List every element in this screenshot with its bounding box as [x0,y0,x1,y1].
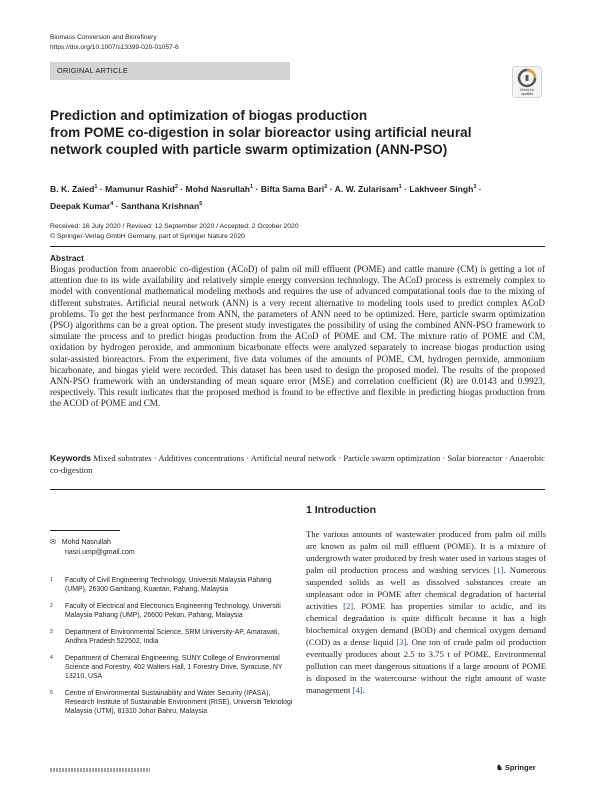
copyright-line: © Springer-Verlag GmbH Germany, part of Springer Nature 2020 [50,232,245,240]
title-line: network coupled with particle swarm optimization (ANN-PSO) [50,142,448,157]
article-type-label: ORIGINAL ARTICLE [57,66,128,75]
svg-text:updates: updates [520,92,534,96]
envelope-icon: ✉ [50,538,56,546]
author[interactable]: Lakhveer Singh$^3$ [409,183,477,194]
author[interactable]: Santhana Krishnan$^5$ [120,200,203,211]
author[interactable]: B. K. Zaied$^1$ [50,183,98,194]
corresponding-email[interactable]: nasri.ump@gmail.com [65,549,135,556]
affiliation: 1 Faculty of Civil Engineering Technology, Universiti Malaysia Pahang (UMP), 26300 Gambang, Kuantan, Pahang, Malaysia [50,577,272,594]
footer-noise [50,768,150,772]
journal-name: Biomass Conversion and Biorefinery [50,34,157,41]
corresponding-name: Mohd Nasrullah [61,539,111,546]
section-heading: 1 Introduction [306,504,376,516]
svg-text:Check for: Check for [519,88,535,92]
author[interactable]: Deepak Kumar$^4$ [50,200,114,211]
citation-link[interactable]: [1] [493,565,504,575]
author[interactable]: Bifta Sama Bari$^2$ [260,183,328,194]
citation-link[interactable]: [3] [396,637,407,647]
corresponding-author [50,537,135,558]
journal-header [50,33,179,52]
affiliation: 5 Centre of Environmental Sustainability and Water Security (IPASA), Research Institute of Sustainable Environment (RISE), Universiti Teknologi Malaysia (UTM), 81310 Johor Bahru, Malaysia [50,690,293,716]
keywords [50,453,545,476]
divider [50,489,545,490]
footnote-divider [50,530,120,531]
author[interactable]: Mohd Nasrullah$^1$ [185,183,254,194]
check-for-updates-badge[interactable] [512,66,542,98]
author[interactable]: Mamunur Rashid$^2$ [105,183,178,194]
keywords-text: Mixed substrates · Additives concentrations · Artificial neural network · Particle swarm optimization · Solar bioreactor · Anaerobic co-digestion [50,453,545,475]
publication-dates [50,222,299,241]
divider [50,246,545,247]
doi-link[interactable]: https://doi.org/10.1007/s13399-020-01057-6 [50,43,179,51]
author[interactable]: A. W. Zularisam$^1$ [334,183,402,194]
abstract-text: Biogas production from anaerobic co-digestion (ACoD) of palm oil mill effluent (POME) and cattle manure (CM) is getting a lot of attention due to its wide availability and relatively simple energy conversion technology. The ACoD process is extremely complex to model with conventional mathematical modeling methods and requires the use of advanced computational tools due to the mixing of different substrates. Artificial neural network (ANN) is a very recent alternative to modeling tools used to predict complex ACoD problems. To get the best performance from ANN, the parameters of ANN need to be optimized. Here, particle swarm optimization (PSO) algorithms can be a great option. The present study investigates the possibility of using the combined ANN-PSO framework to simulate the process and to predict biogas production from the ACoD of POME and CM. The mixture ratio of POME and CM, oxidation by hydrogen peroxide, and ammonium bicarbonate effects were analyzed separately to increase biogas production using solar-assisted bioreactors. From the experiment, five data volumes of the amounts of POME, CM, hydrogen peroxide, ammonium bicarbonate, and biogas yield were recorded. This dataset has been used to design the proposed model. The results of the proposed ANN-PSO framework with an understanding of mean square error (MSE) and correlation coefficient (R) are 0.0143 and 0.9923, respectively. This result indicates that the proposed method is found to be effective and flexible in predicting biogas production from the ACOD of POME and CM. [50,264,545,409]
springer-horse-icon: ♞ [496,763,503,772]
title-line: from POME co-digestion in solar bioreactor using artificial neural [50,125,472,140]
keywords-label: Keywords [50,453,92,463]
article-title [50,107,490,158]
citation-link[interactable]: [2] [343,601,354,611]
title-line: Prediction and optimization of biogas production [50,108,368,123]
dates-line: Received: 16 July 2020 / Revised: 12 September 2020 / Accepted: 2 October 2020 [50,223,299,230]
publisher-name: Springer [504,763,536,772]
publisher-logo [496,763,536,772]
citation-link[interactable]: [4] [352,685,363,695]
author-list: B. K. Zaied$^1$ · Mamunur Rashid$^2$ · Mohd Nasrullah$^1$ · Bifta Sama Bari$^2$ · A. W. Zularisam$^1$ · Lakhveer Singh$^3$ · Deepak Kumar$^4$ · Santhana Krishnan$^5$ [50,183,482,211]
affiliation: 3 Department of Environmental Science, SRM University-AP, Amaravati, Andhra Pradesh 522502, India [50,629,280,646]
check-for-updates-icon [512,66,542,98]
affiliation: 4 Department of Chemical Engineering, SUNY College of Environmental Science and Forestry, 402 Walters Hall, 1 Forestry Drive, Syracuse, NY 13210, USA [50,655,283,681]
affiliation: 2 Faculty of Electrical and Electronics Engineering Technology, Universiti Malaysia Pahang (UMP), 26600 Pekan, Pahang, Malaysia [50,603,281,620]
abstract-heading: Abstract [50,253,84,263]
intro-paragraph: The various amounts of wastewater produced from palm oil mills are known as palm oil mill effluent (POME). It is a mixture of undergrowth water produced by fresh water used in various stages of palm oil production process and washing services [1]. Numerous suspended solids as well as dissolved substances create an unpleasant odor in POME after chemical degradation of bacterial activities [2]. POME has properties similar to acidic, and its chemical degradation is quite difficult because it has a high biochemical oxygen demand (BOD) and chemical oxygen demand (COD) as a dense liquid [3]. One ton of crude palm oil production eventually produces about 2.5 to 3.75 t of POME. Environmental pollution can meet dangerous situations if a large amount of POME is disposed in the watercourse without the right amount of waste management [4]. [306,529,546,695]
